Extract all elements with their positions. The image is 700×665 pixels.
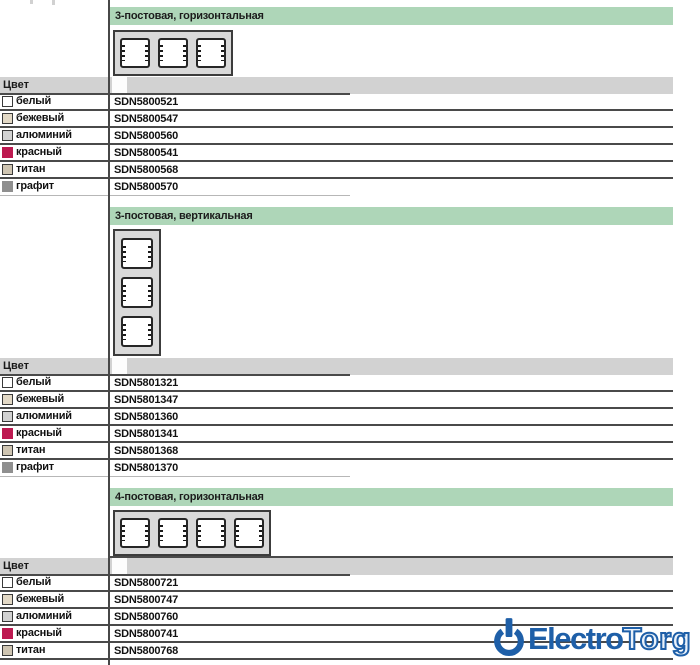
color-label: титан xyxy=(16,444,46,456)
empty-header-cell xyxy=(112,77,127,94)
electrotorg-logo xyxy=(492,616,691,662)
logo-text-outline: Torg xyxy=(622,621,692,656)
color-label: белый xyxy=(16,576,52,588)
color-label: графит xyxy=(16,180,54,192)
product-code: SDN5800570 xyxy=(114,181,179,193)
color-swatch xyxy=(2,645,13,656)
product-code: SDN5801341 xyxy=(114,428,179,440)
table-row xyxy=(0,426,673,443)
color-header-label: Цвет xyxy=(3,560,30,572)
color-label: алюминий xyxy=(16,410,72,422)
color-swatch xyxy=(2,462,13,473)
color-label: титан xyxy=(16,163,46,175)
color-swatch xyxy=(2,377,13,388)
color-header-label: Цвет xyxy=(3,79,30,91)
color-header-band xyxy=(110,77,673,94)
product-code: SDN5801360 xyxy=(114,411,179,423)
color-swatch xyxy=(2,594,13,605)
color-swatch xyxy=(2,113,13,124)
frame-window xyxy=(158,38,188,68)
color-label: красный xyxy=(16,627,62,639)
table-row xyxy=(0,409,673,426)
table-row xyxy=(0,162,673,179)
table-row xyxy=(0,460,673,477)
color-header-band xyxy=(110,558,673,575)
product-code: SDN5800541 xyxy=(114,147,179,159)
logo-text-solid: Electro xyxy=(528,621,623,656)
section-header: 4-постовая, горизонтальная xyxy=(110,488,673,506)
empty-header-cell xyxy=(112,558,127,575)
color-header-label: Цвет xyxy=(3,360,30,372)
table-row xyxy=(0,111,673,128)
color-label: бежевый xyxy=(16,112,65,124)
color-swatch xyxy=(2,164,13,175)
product-code: SDN5801368 xyxy=(114,445,179,457)
product-code: SDN5800521 xyxy=(114,96,179,108)
product-code: SDN5801347 xyxy=(114,394,179,406)
color-label: красный xyxy=(16,146,62,158)
cropped-text-artifact xyxy=(52,0,55,5)
table-row xyxy=(0,179,673,196)
product-code: SDN5801370 xyxy=(114,462,179,474)
color-label: бежевый xyxy=(16,593,65,605)
table-row xyxy=(0,128,673,145)
3-gang-vertical-frame-image xyxy=(113,229,161,356)
color-swatch xyxy=(2,611,13,622)
color-swatch xyxy=(2,96,13,107)
frame-window xyxy=(196,38,226,68)
table-row xyxy=(0,392,673,409)
column-divider xyxy=(108,0,110,665)
color-label: белый xyxy=(16,376,52,388)
product-code: SDN5800747 xyxy=(114,594,179,606)
table-row xyxy=(0,592,673,609)
table-row xyxy=(0,575,673,592)
frame-window xyxy=(196,518,226,548)
frame-window xyxy=(234,518,264,548)
color-swatch xyxy=(2,411,13,422)
section-header: 3-постовая, горизонтальная xyxy=(110,7,673,25)
product-code: SDN5800768 xyxy=(114,645,179,657)
table-row xyxy=(0,145,673,162)
row-divider xyxy=(0,476,350,477)
product-code: SDN5800560 xyxy=(114,130,179,142)
frame-window xyxy=(120,518,150,548)
empty-header-cell xyxy=(112,358,127,375)
color-swatch xyxy=(2,147,13,158)
table-row xyxy=(0,375,673,392)
3-gang-horizontal-frame-image xyxy=(113,30,233,76)
row-divider xyxy=(0,195,350,196)
color-swatch xyxy=(2,577,13,588)
color-label: белый xyxy=(16,95,52,107)
color-label: бежевый xyxy=(16,393,65,405)
frame-window xyxy=(120,38,150,68)
frame-window xyxy=(121,238,153,269)
color-label: красный xyxy=(16,427,62,439)
product-code: SDN5800568 xyxy=(114,164,179,176)
color-label: алюминий xyxy=(16,129,72,141)
table-row xyxy=(0,94,673,111)
color-header-band xyxy=(110,358,673,375)
product-code: SDN5800547 xyxy=(114,113,179,125)
frame-window xyxy=(121,277,153,308)
color-swatch xyxy=(2,428,13,439)
frame-window xyxy=(121,316,153,347)
color-label: графит xyxy=(16,461,54,473)
color-swatch xyxy=(2,445,13,456)
table-row xyxy=(0,443,673,460)
product-code: SDN5801321 xyxy=(114,377,179,389)
product-code: SDN5800741 xyxy=(114,628,179,640)
color-swatch xyxy=(2,394,13,405)
color-swatch xyxy=(2,181,13,192)
frame-window xyxy=(158,518,188,548)
section-header: 3-постовая, вертикальная xyxy=(110,207,673,225)
product-code: SDN5800760 xyxy=(114,611,179,623)
cropped-text-artifact xyxy=(30,0,33,4)
product-code: SDN5800721 xyxy=(114,577,179,589)
color-swatch xyxy=(2,628,13,639)
4-gang-horizontal-frame-image xyxy=(113,510,271,556)
color-header-row xyxy=(0,558,673,575)
power-icon xyxy=(492,617,526,662)
color-label: алюминий xyxy=(16,610,72,622)
color-header-row xyxy=(0,77,673,94)
color-header-row xyxy=(0,358,673,375)
color-label: титан xyxy=(16,644,46,656)
color-swatch xyxy=(2,130,13,141)
